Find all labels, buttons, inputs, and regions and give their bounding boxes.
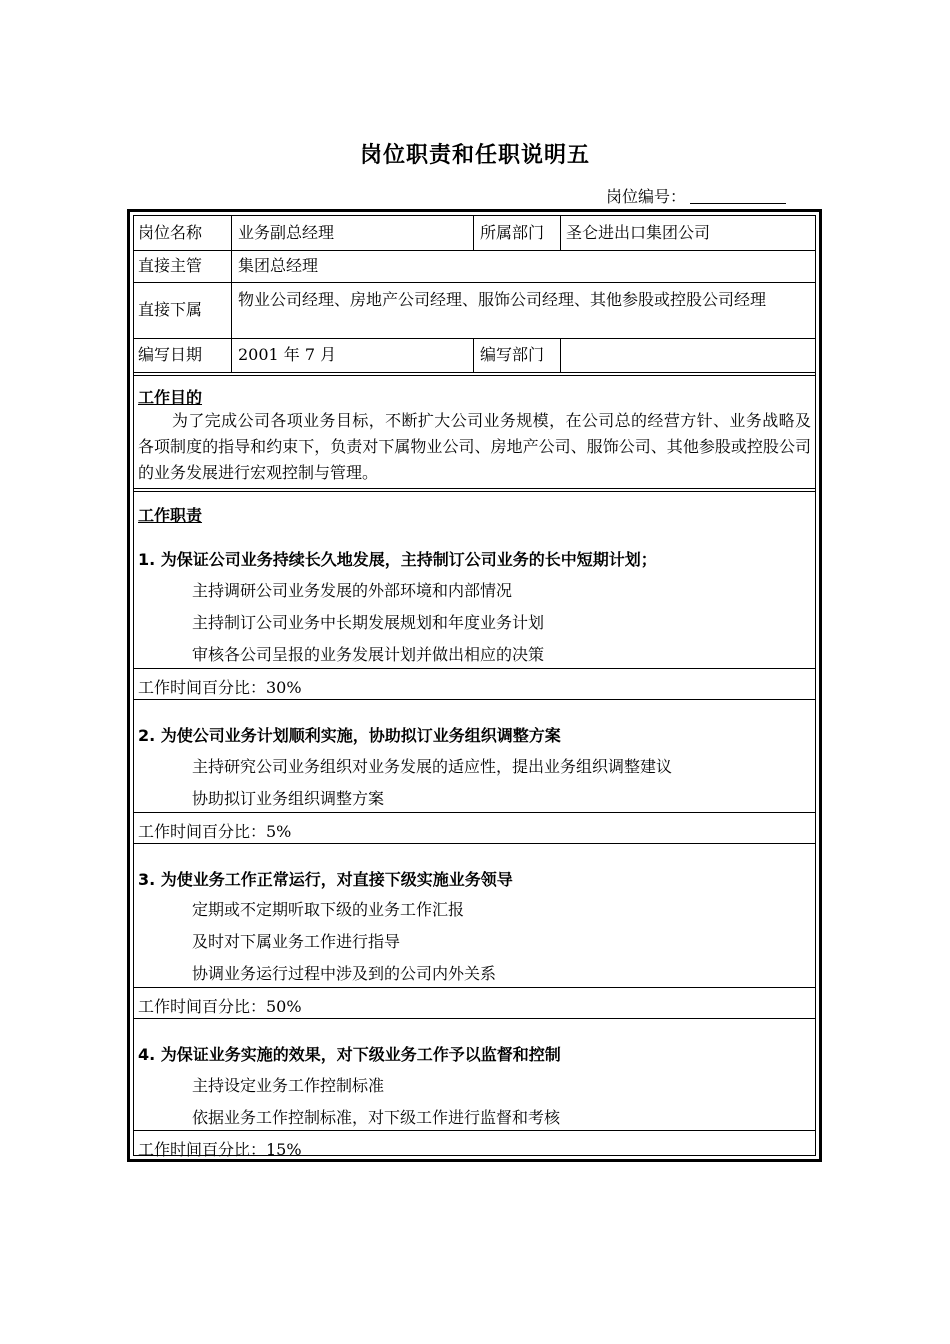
duty-bullet: 依据业务工作控制标准，对下级工作进行监督和考核 xyxy=(192,1108,561,1127)
duty-bullet: 主持调研公司业务发展的外部环境和内部情况 xyxy=(192,581,513,600)
date-value: 2001 年 7 月 xyxy=(238,345,337,364)
supervisor-label: 直接主管 xyxy=(138,256,203,275)
duty-bullet: 主持制订公司业务中长期发展规划和年度业务计划 xyxy=(192,613,545,632)
work-time-percent: 工作时间百分比：30% xyxy=(138,678,302,697)
duty-bullet: 审核各公司呈报的业务发展计划并做出相应的决策 xyxy=(192,645,545,664)
writer-dept-label: 编写部门 xyxy=(480,345,545,364)
duty-bullet: 协调业务运行过程中涉及到的公司内外关系 xyxy=(192,964,497,983)
date-label: 编写日期 xyxy=(138,345,203,364)
duties-title: 工作职责 xyxy=(138,506,203,525)
duty-title: 3. 为使业务工作正常运行，对直接下级实施业务领导 xyxy=(138,870,513,889)
divider xyxy=(134,488,815,492)
department-value: 圣仑进出口集团公司 xyxy=(566,223,711,242)
duty-bullet: 定期或不定期听取下级的业务工作汇报 xyxy=(192,900,465,919)
duty-title: 2. 为使公司业务计划顺利实施，协助拟订业务组织调整方案 xyxy=(138,726,561,745)
purpose-title: 工作目的 xyxy=(138,388,203,407)
subordinates-label: 直接下属 xyxy=(138,300,203,319)
subordinates-value: 物业公司经理、房地产公司经理、服饰公司经理、其他参股或控股公司经理 xyxy=(238,290,767,309)
work-time-percent: 工作时间百分比：15% xyxy=(138,1140,302,1159)
work-time-percent: 工作时间百分比：50% xyxy=(138,997,302,1016)
job-description-form xyxy=(127,209,822,1162)
duty-bullet: 主持研究公司业务组织对业务发展的适应性，提出业务组织调整建议 xyxy=(192,757,673,776)
supervisor-value: 集团总经理 xyxy=(238,256,319,275)
form-inner xyxy=(133,215,816,1159)
duty-bullet: 及时对下属业务工作进行指导 xyxy=(192,932,401,951)
position-name-value: 业务副总经理 xyxy=(238,223,335,242)
position-name-label: 岗位名称 xyxy=(138,223,203,242)
duty-title: 1. 为保证公司业务持续长久地发展，主持制订公司业务的长中短期计划； xyxy=(138,550,657,569)
divider xyxy=(134,372,815,376)
work-time-percent: 工作时间百分比：5% xyxy=(138,822,292,841)
duty-bullet: 主持设定业务工作控制标准 xyxy=(192,1076,385,1095)
duty-title: 4. 为保证业务实施的效果，对下级业务工作予以监督和控制 xyxy=(138,1045,561,1064)
post-number-blank xyxy=(690,189,786,204)
document-title: 岗位职责和任职说明五 xyxy=(359,143,590,168)
post-number xyxy=(606,184,786,207)
header-grid xyxy=(134,216,815,372)
duty-bullet: 协助拟订业务组织调整方案 xyxy=(192,789,385,808)
post-number-label: 岗位编号： xyxy=(606,187,687,206)
purpose-text: 为了完成公司各项业务目标，不断扩大公司业务规模，在公司总的经营方针、业务战略及各项制度的指导和约束下，负责对下属物业公司、房地产公司、服饰公司、其他参股或控股公司的业务发展进行宏观控制与管理。 xyxy=(138,411,811,482)
department-label: 所属部门 xyxy=(480,223,545,242)
